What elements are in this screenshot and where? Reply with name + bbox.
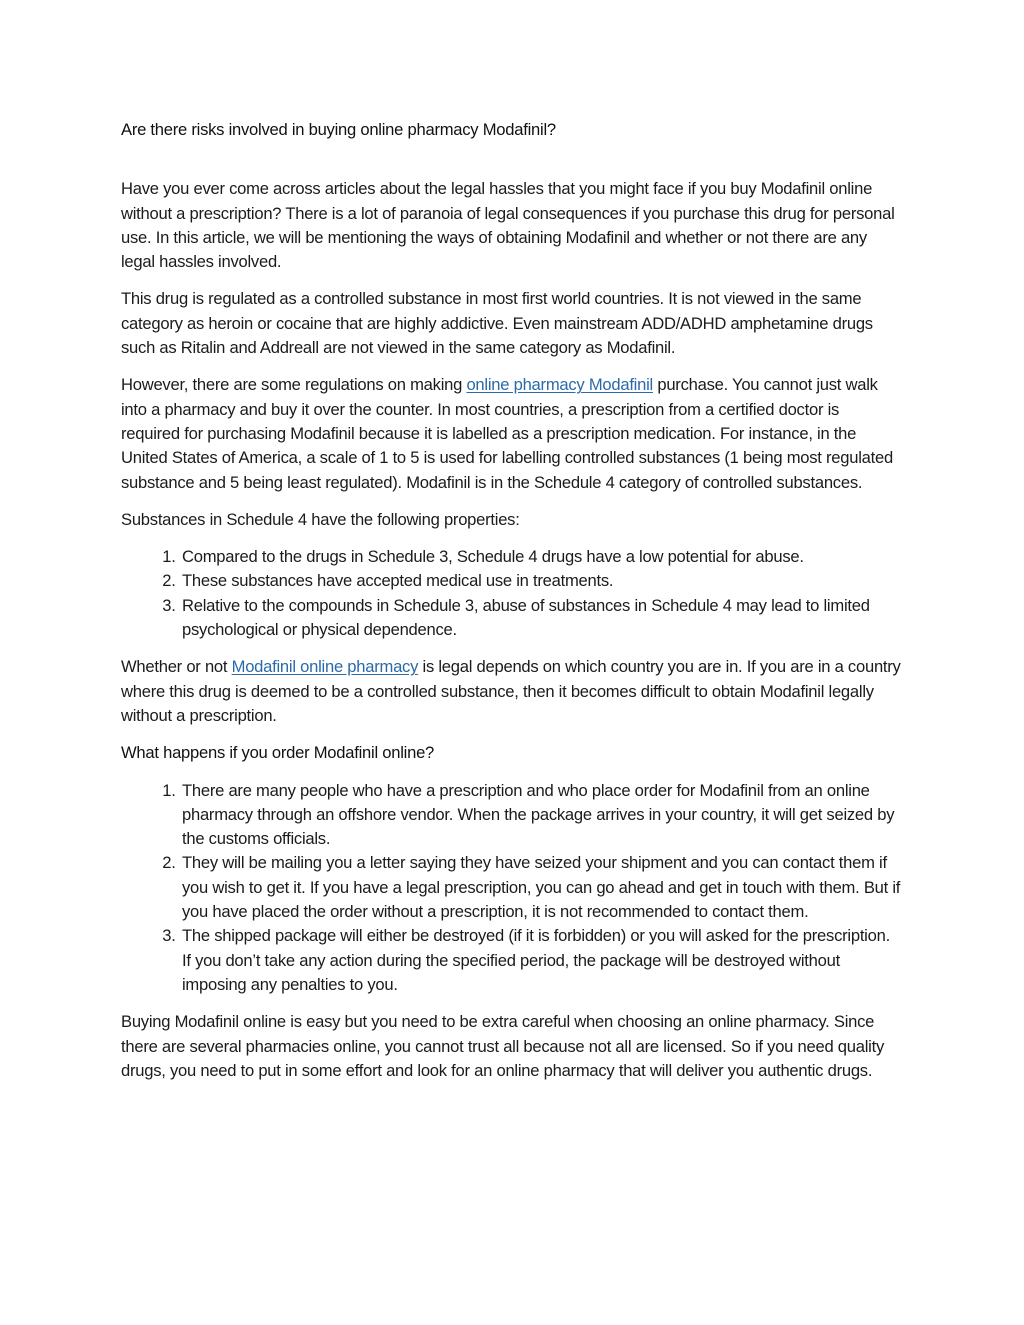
conclusion-paragraph: Buying Modafinil online is easy but you need to be extra careful when choosing an online pharmacy. Since there are several pharmacies online, you cannot trust all because not all are licensed. So if you need quality drugs, you need to put in some effort and look for an online pharmacy that will deliver you authentic drugs.	[121, 1012, 885, 1080]
schedule-paragraph-text-before: However, there are some regulations on making	[121, 375, 467, 395]
list-item: 1. There are many people who have a prescription and who place order for Modafinil from an online pharmacy through an offshore vendor. When the package arrives in your country, it will get seized by the customs officials.	[180, 779, 901, 852]
order-consequences-list	[121, 779, 901, 998]
section-heading: What happens if you order Modafinil online?	[121, 743, 435, 763]
legality-paragraph-text-after: is legal depends on which country you are in. If you are in a country where this drug is deemed to be a controlled substance, then it becomes difficult to obtain Modafinil legally without a prescription.	[121, 657, 901, 725]
schedule-paragraph	[121, 373, 901, 494]
schedule4-properties-list	[121, 545, 901, 642]
legality-paragraph-text-before: Whether or not	[121, 657, 232, 677]
regulation-paragraph: This drug is regulated as a controlled substance in most first world countries. It is not viewed in the same category as heroin or cocaine that are highly addictive. Even mainstream ADD/ADHD amphetamine drugs such as Ritalin and Addreall are not viewed in the same category as Modafinil.	[121, 289, 873, 358]
intro-paragraph: Have you ever come across articles about the legal hassles that you might face if you buy Modafinil online without a prescription? There is a lot of paranoia of legal consequences if you purchase this drug for personal use. In this article, we will be mentioning the ways of obtaining Modafinil and whether or not there are any legal hassles involved.	[121, 179, 895, 272]
document-title: Are there risks involved in buying online pharmacy Modafinil?	[121, 120, 556, 139]
online-pharmacy-modafinil-link[interactable]: online pharmacy Modafinil	[466, 375, 653, 395]
list-item: 2. These substances have accepted medical use in treatments.	[180, 569, 901, 593]
list-item: 3. The shipped package will either be destroyed (if it is forbidden) or you will asked for the prescription. If you don’t take any action during the specified period, the package will be destroyed without imposing any penalties to you.	[180, 924, 901, 997]
schedule4-intro: Substances in Schedule 4 have the following properties:	[121, 509, 520, 529]
legality-paragraph	[121, 655, 901, 728]
list-item: 1. Compared to the drugs in Schedule 3, Schedule 4 drugs have a low potential for abuse.	[180, 545, 901, 569]
modafinil-online-pharmacy-link[interactable]: Modafinil online pharmacy	[231, 657, 419, 677]
schedule-paragraph-text-after: purchase. You cannot just walk into a pharmacy and buy it over the counter. In most countries, a prescription from a certified doctor is required for purchasing Modafinil because it is labelled as a prescription medication. For instance, in the United States of America, a scale of 1 to 5 is used for labelling controlled substances (1 being most regulated substance and 5 being least regulated). Modafinil is in the Schedule 4 category of controlled substances.	[121, 375, 893, 492]
list-item: 3. Relative to the compounds in Schedule 3, abuse of substances in Schedule 4 may lead to limited psychological or physical dependence.	[180, 594, 901, 643]
document-body	[121, 118, 901, 1096]
list-item: 2. They will be mailing you a letter saying they have seized your shipment and you can contact them if you wish to get it. If you have a legal prescription, you can go ahead and get in touch with them. But if you have placed the order without a prescription, it is not recommended to contact them.	[180, 851, 901, 924]
